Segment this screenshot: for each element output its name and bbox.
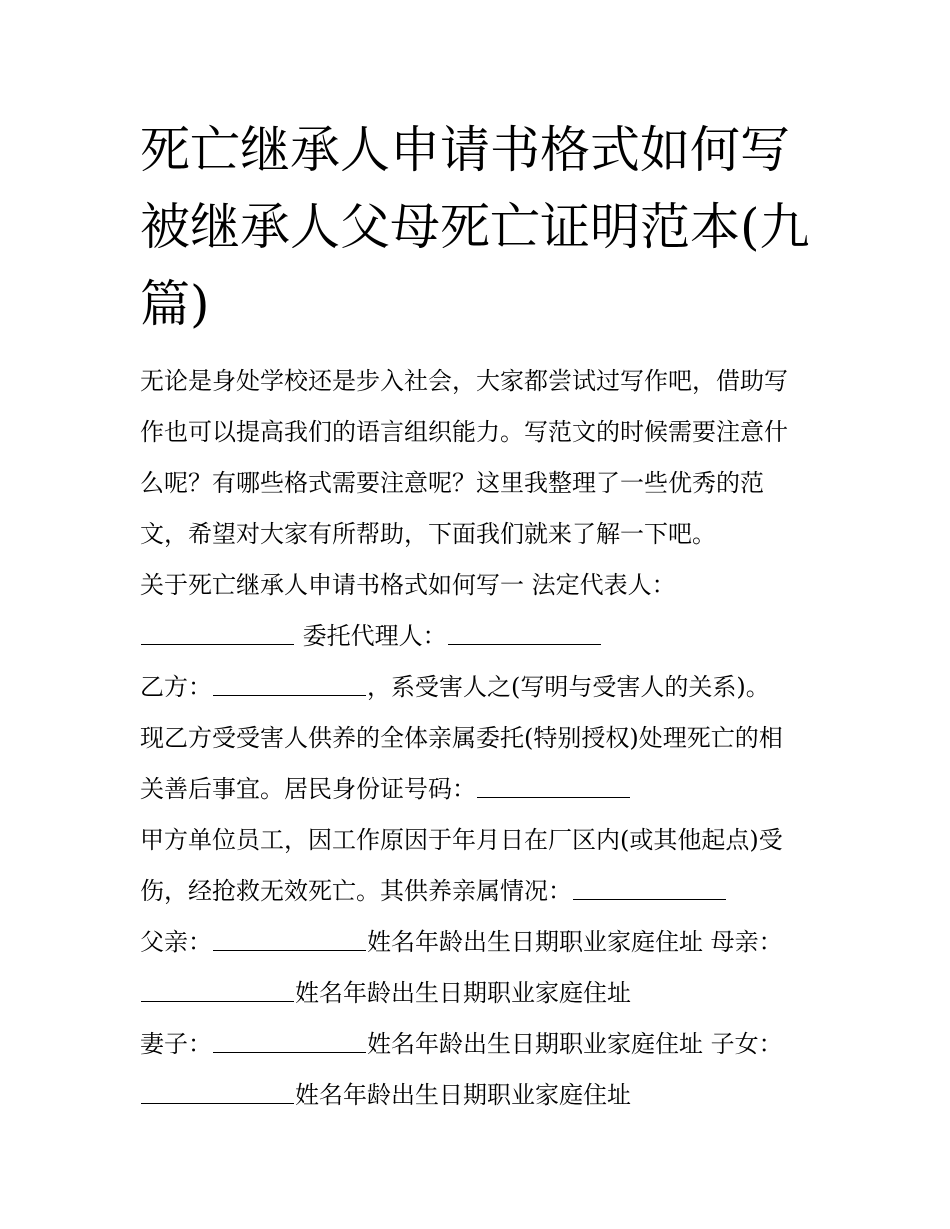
document-title bbox=[140, 112, 830, 343]
id-number-label: 关善后事宜。居民身份证号码： bbox=[140, 775, 476, 803]
father-info: 姓名年龄出生日期职业家庭住址 bbox=[367, 928, 703, 956]
wife-label: 妻子： bbox=[140, 1030, 212, 1058]
legal-rep-line bbox=[140, 611, 830, 662]
children-label: 子女： bbox=[710, 1030, 783, 1058]
dependents-label: 伤，经抢救无效死亡。其供养亲属情况： bbox=[140, 877, 572, 905]
employee-line-2 bbox=[140, 866, 830, 917]
wife-line bbox=[140, 1019, 830, 1070]
entrust-line-1: 现乙方受受害人供养的全体亲属委托(特别授权)处理死亡的相 bbox=[140, 724, 783, 752]
section-heading: 关于死亡继承人申请书格式如何写一 法定代表人： bbox=[140, 571, 676, 599]
title-line-3: 篇) bbox=[140, 275, 210, 333]
employee-line-1: 甲方单位员工，因工作原因于年月日在厂区内(或其他起点)受 bbox=[140, 826, 783, 854]
mother-label: 母亲： bbox=[710, 928, 783, 956]
title-line-2: 被继承人父母死亡证明范本(九 bbox=[140, 198, 810, 256]
father-blank bbox=[213, 949, 366, 951]
party-b-line bbox=[140, 662, 830, 713]
document-body bbox=[140, 356, 830, 1121]
party-b-blank bbox=[213, 694, 366, 696]
entrust-line-2 bbox=[140, 764, 830, 815]
id-number-blank bbox=[477, 796, 630, 798]
father-line bbox=[140, 917, 830, 968]
mother-line bbox=[140, 968, 830, 1019]
dependents-blank bbox=[573, 898, 726, 900]
intro-line-2: 作也可以提高我们的语言组织能力。写范文的时候需要注意什 bbox=[140, 418, 788, 446]
father-label: 父亲： bbox=[140, 928, 212, 956]
agent-blank bbox=[448, 643, 601, 645]
party-b-label: 乙方： bbox=[140, 673, 212, 701]
children-line bbox=[140, 1070, 830, 1121]
title-line-1: 死亡继承人申请书格式如何写 bbox=[140, 121, 790, 179]
children-info: 姓名年龄出生日期职业家庭住址 bbox=[295, 1081, 631, 1109]
wife-blank bbox=[213, 1051, 366, 1053]
wife-info: 姓名年龄出生日期职业家庭住址 bbox=[367, 1030, 703, 1058]
intro-line-3: 么呢？有哪些格式需要注意呢？这里我整理了一些优秀的范 bbox=[140, 469, 764, 497]
mother-blank bbox=[141, 1000, 294, 1002]
mother-info: 姓名年龄出生日期职业家庭住址 bbox=[295, 979, 631, 1007]
legal-rep-blank bbox=[141, 643, 294, 645]
children-blank bbox=[141, 1102, 294, 1104]
intro-line-4: 文，希望对大家有所帮助，下面我们就来了解一下吧。 bbox=[140, 520, 716, 548]
intro-line-1: 无论是身处学校还是步入社会，大家都尝试过写作吧，借助写 bbox=[140, 367, 788, 395]
party-b-suffix: ，系受害人之(写明与受害人的关系)。 bbox=[367, 673, 770, 701]
agent-label: 委托代理人： bbox=[302, 622, 447, 650]
